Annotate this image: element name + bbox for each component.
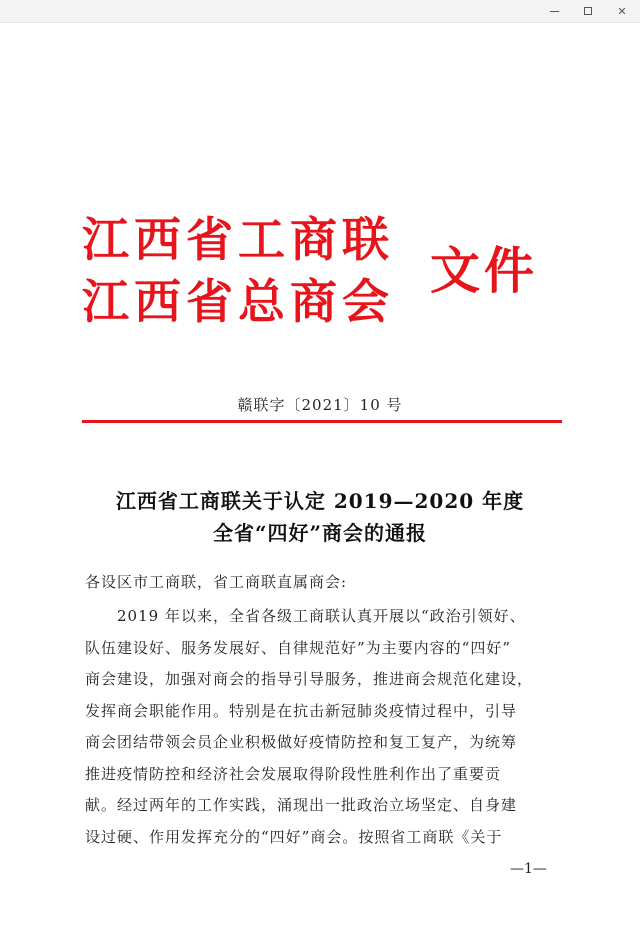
body-text (85, 601, 565, 853)
maximize-icon (584, 7, 592, 15)
minimize-button[interactable] (537, 0, 571, 22)
document-number: 赣联字〔2021〕10 号 (237, 396, 403, 414)
close-icon: ✕ (617, 4, 627, 18)
body-line: 设过硬、作用发挥充分的“四好”商会。按照省工商联《关于 (85, 827, 503, 846)
maximize-button[interactable] (571, 0, 605, 22)
red-divider (82, 420, 562, 423)
close-button[interactable] (605, 0, 639, 22)
minimize-icon (550, 11, 559, 12)
org-name-line2: 江西省总商会 (82, 275, 394, 330)
red-letterhead (82, 211, 562, 361)
body-line: 商会团结带领会员企业积极做好疫情防控和复工复产，为统筹 (85, 733, 518, 751)
body-line: 献。经过两年的工作实践，涌现出一批政治立场坚定、自身建 (85, 796, 518, 814)
body-line: 发挥商会职能作用。特别是在抗击新冠肺炎疫情过程中，引导 (85, 701, 518, 720)
salutation: 各设区市工商联，省工商联直属商会: (85, 573, 348, 591)
document-title-line2: 全省“四好”商会的通报 (212, 521, 427, 545)
page-number: —1— (510, 861, 547, 877)
org-name-line1: 江西省工商联 (82, 213, 394, 268)
body-line: 2019 年以来，全省各级工商联认真开展以“政治引领好、 (85, 607, 526, 625)
doc-type-label: 文件 (430, 241, 538, 300)
document-page (0, 23, 640, 942)
body-line: 商会建设，加强对商会的指导引导服务，推进商会规范化建设， (85, 670, 534, 688)
document-title-line1: 江西省工商联关于认定 2019—2020 年度 (115, 489, 525, 513)
window-titlebar (0, 0, 640, 23)
body-line: 队伍建设好、服务发展好、自律规范好”为主要内容的“四好” (85, 638, 512, 657)
body-line: 推进疫情防控和经济社会发展取得阶段性胜利作出了重要贡 (85, 764, 502, 783)
